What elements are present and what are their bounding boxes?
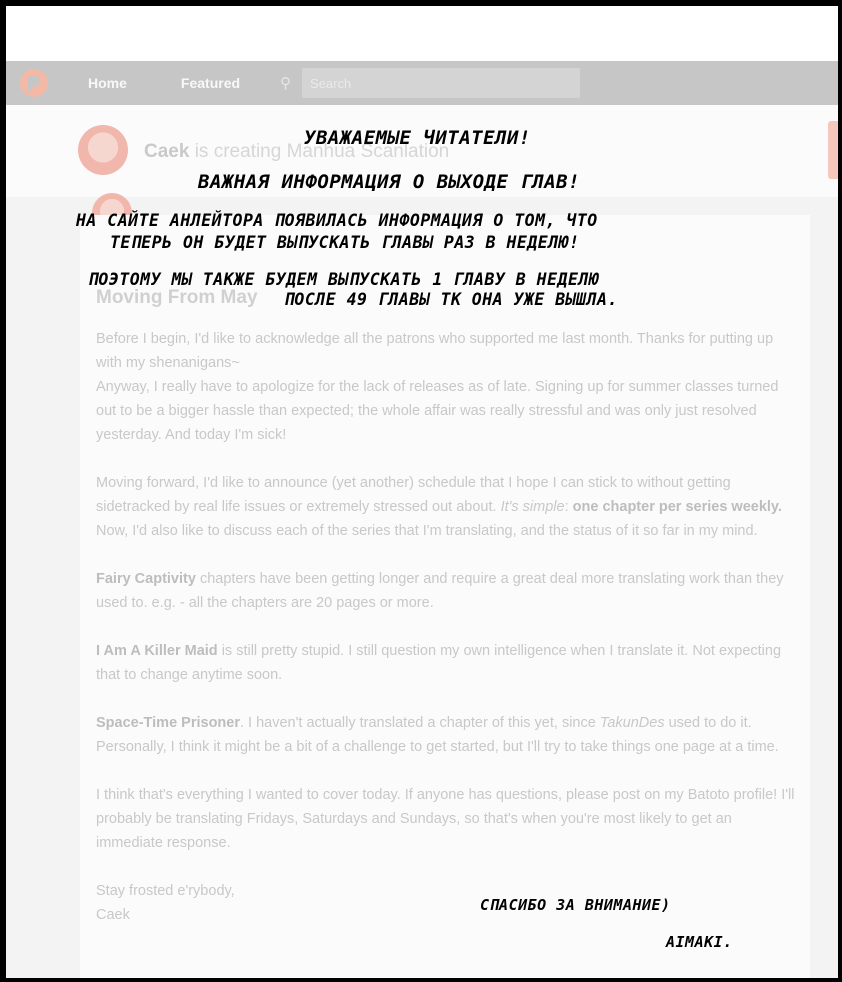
notice-schedule-line-2: ПОСЛЕ 49 ГЛАВЫ ТК ОНА УЖЕ ВЫШЛА. (284, 290, 618, 309)
post-paragraph (96, 567, 796, 615)
post-paragraph (96, 471, 796, 543)
post-strong: one chapter per series weekly. (572, 499, 782, 515)
post-card (80, 215, 810, 978)
notice-info-line-2: ТЕПЕРЬ ОН БУДЕТ ВЫПУСКАТЬ ГЛАВЫ РАЗ В НЕДЕЛЮ! (110, 233, 580, 252)
top-white-strip (6, 6, 838, 61)
post-paragraph: I think that's everything I wanted to cover today. If anyone has questions, please post on my Batoto profile! I'll probably be translating Fridays, Saturdays and Sundays, so that's when you're most likely to get an immediate response. (96, 787, 795, 851)
creator-name[interactable]: Caek (144, 141, 190, 162)
post-body (96, 327, 796, 927)
post-paragraph (96, 639, 796, 687)
post-text: chapters have been getting longer and require a great deal more translating work than they used to. e.g. - all the chapters are 20 pages or more. (96, 571, 784, 611)
post-text: : (564, 499, 573, 515)
post-signoff: Stay frosted e'rybody, (96, 883, 235, 899)
notice-greeting: УВАЖАЕМЫЕ ЧИТАТЕЛИ! (304, 127, 531, 149)
nav-featured-link[interactable]: Featured (180, 75, 241, 91)
side-tab[interactable] (828, 121, 838, 179)
post-paragraph (96, 711, 796, 759)
search-icon[interactable]: ⚲ (280, 75, 292, 92)
post-emphasis: TakunDes (599, 715, 665, 731)
post-text: is still pretty stupid. I still question my own intelligence when I translate it. Not expecting that to change anytime soon. (96, 643, 782, 683)
notice-signature: AIMAKI. (666, 933, 733, 951)
series-name: Fairy Captivity (96, 571, 196, 587)
post-text: used to do it. Personally, I think it might be a bit of a challenge to get started, but I'll try to take things one page at a time. (96, 715, 779, 755)
creator-tagline: is creating Manhua Scanlation (194, 141, 450, 162)
post-title[interactable]: Moving From May (96, 287, 258, 308)
scanlation-notice-page (6, 6, 838, 978)
post-paragraph: Before I begin, I'd like to acknowledge all the patrons who supported me last month. Thanks for putting up with my shenanigans~ (96, 331, 774, 371)
post-text: Moving forward, I'd like to announce (yet another) schedule that I hope I can stick to without getting sidetracked by real life issues or extremely stressed out about. (96, 475, 731, 515)
nav-home-link[interactable]: Home (88, 75, 127, 91)
post-emphasis: It's simple (500, 499, 565, 515)
search-input[interactable] (302, 68, 580, 98)
post-text: . I haven't actually translated a chapter of this yet, since (240, 715, 600, 731)
notice-schedule-line-1: ПОЭТОМУ МЫ ТАКЖЕ БУДЕМ ВЫПУСКАТЬ 1 ГЛАВУ В НЕДЕЛЮ (88, 270, 600, 289)
post-paragraph: Anyway, I really have to apologize for the lack of releases as of late. Signing up for summer classes turned out to be a bigger hassle than expected; the whole affair was really stressful and was only just resolved yesterday. And today I'm sick! (96, 379, 779, 443)
creator-avatar[interactable] (78, 125, 128, 175)
notice-thanks: СПАСИБО ЗА ВНИМАНИЕ) (480, 896, 671, 914)
series-name: I Am A Killer Maid (96, 643, 218, 659)
series-name: Space-Time Prisoner (96, 715, 240, 731)
navbar (6, 61, 838, 105)
patreon-logo-icon[interactable] (20, 69, 48, 97)
notice-info-line-1: НА САЙТЕ АНЛЕЙТОРА ПОЯВИЛАСЬ ИНФОРМАЦИЯ О ТОМ, ЧТО (76, 211, 598, 230)
post-signature: Caek (96, 907, 130, 923)
notice-heading: ВАЖНАЯ ИНФОРМАЦИЯ О ВЫХОДЕ ГЛАВ! (198, 171, 581, 193)
post-text: Now, I'd also like to discuss each of the series that I'm translating, and the status of it so far in my mind. (96, 523, 758, 539)
